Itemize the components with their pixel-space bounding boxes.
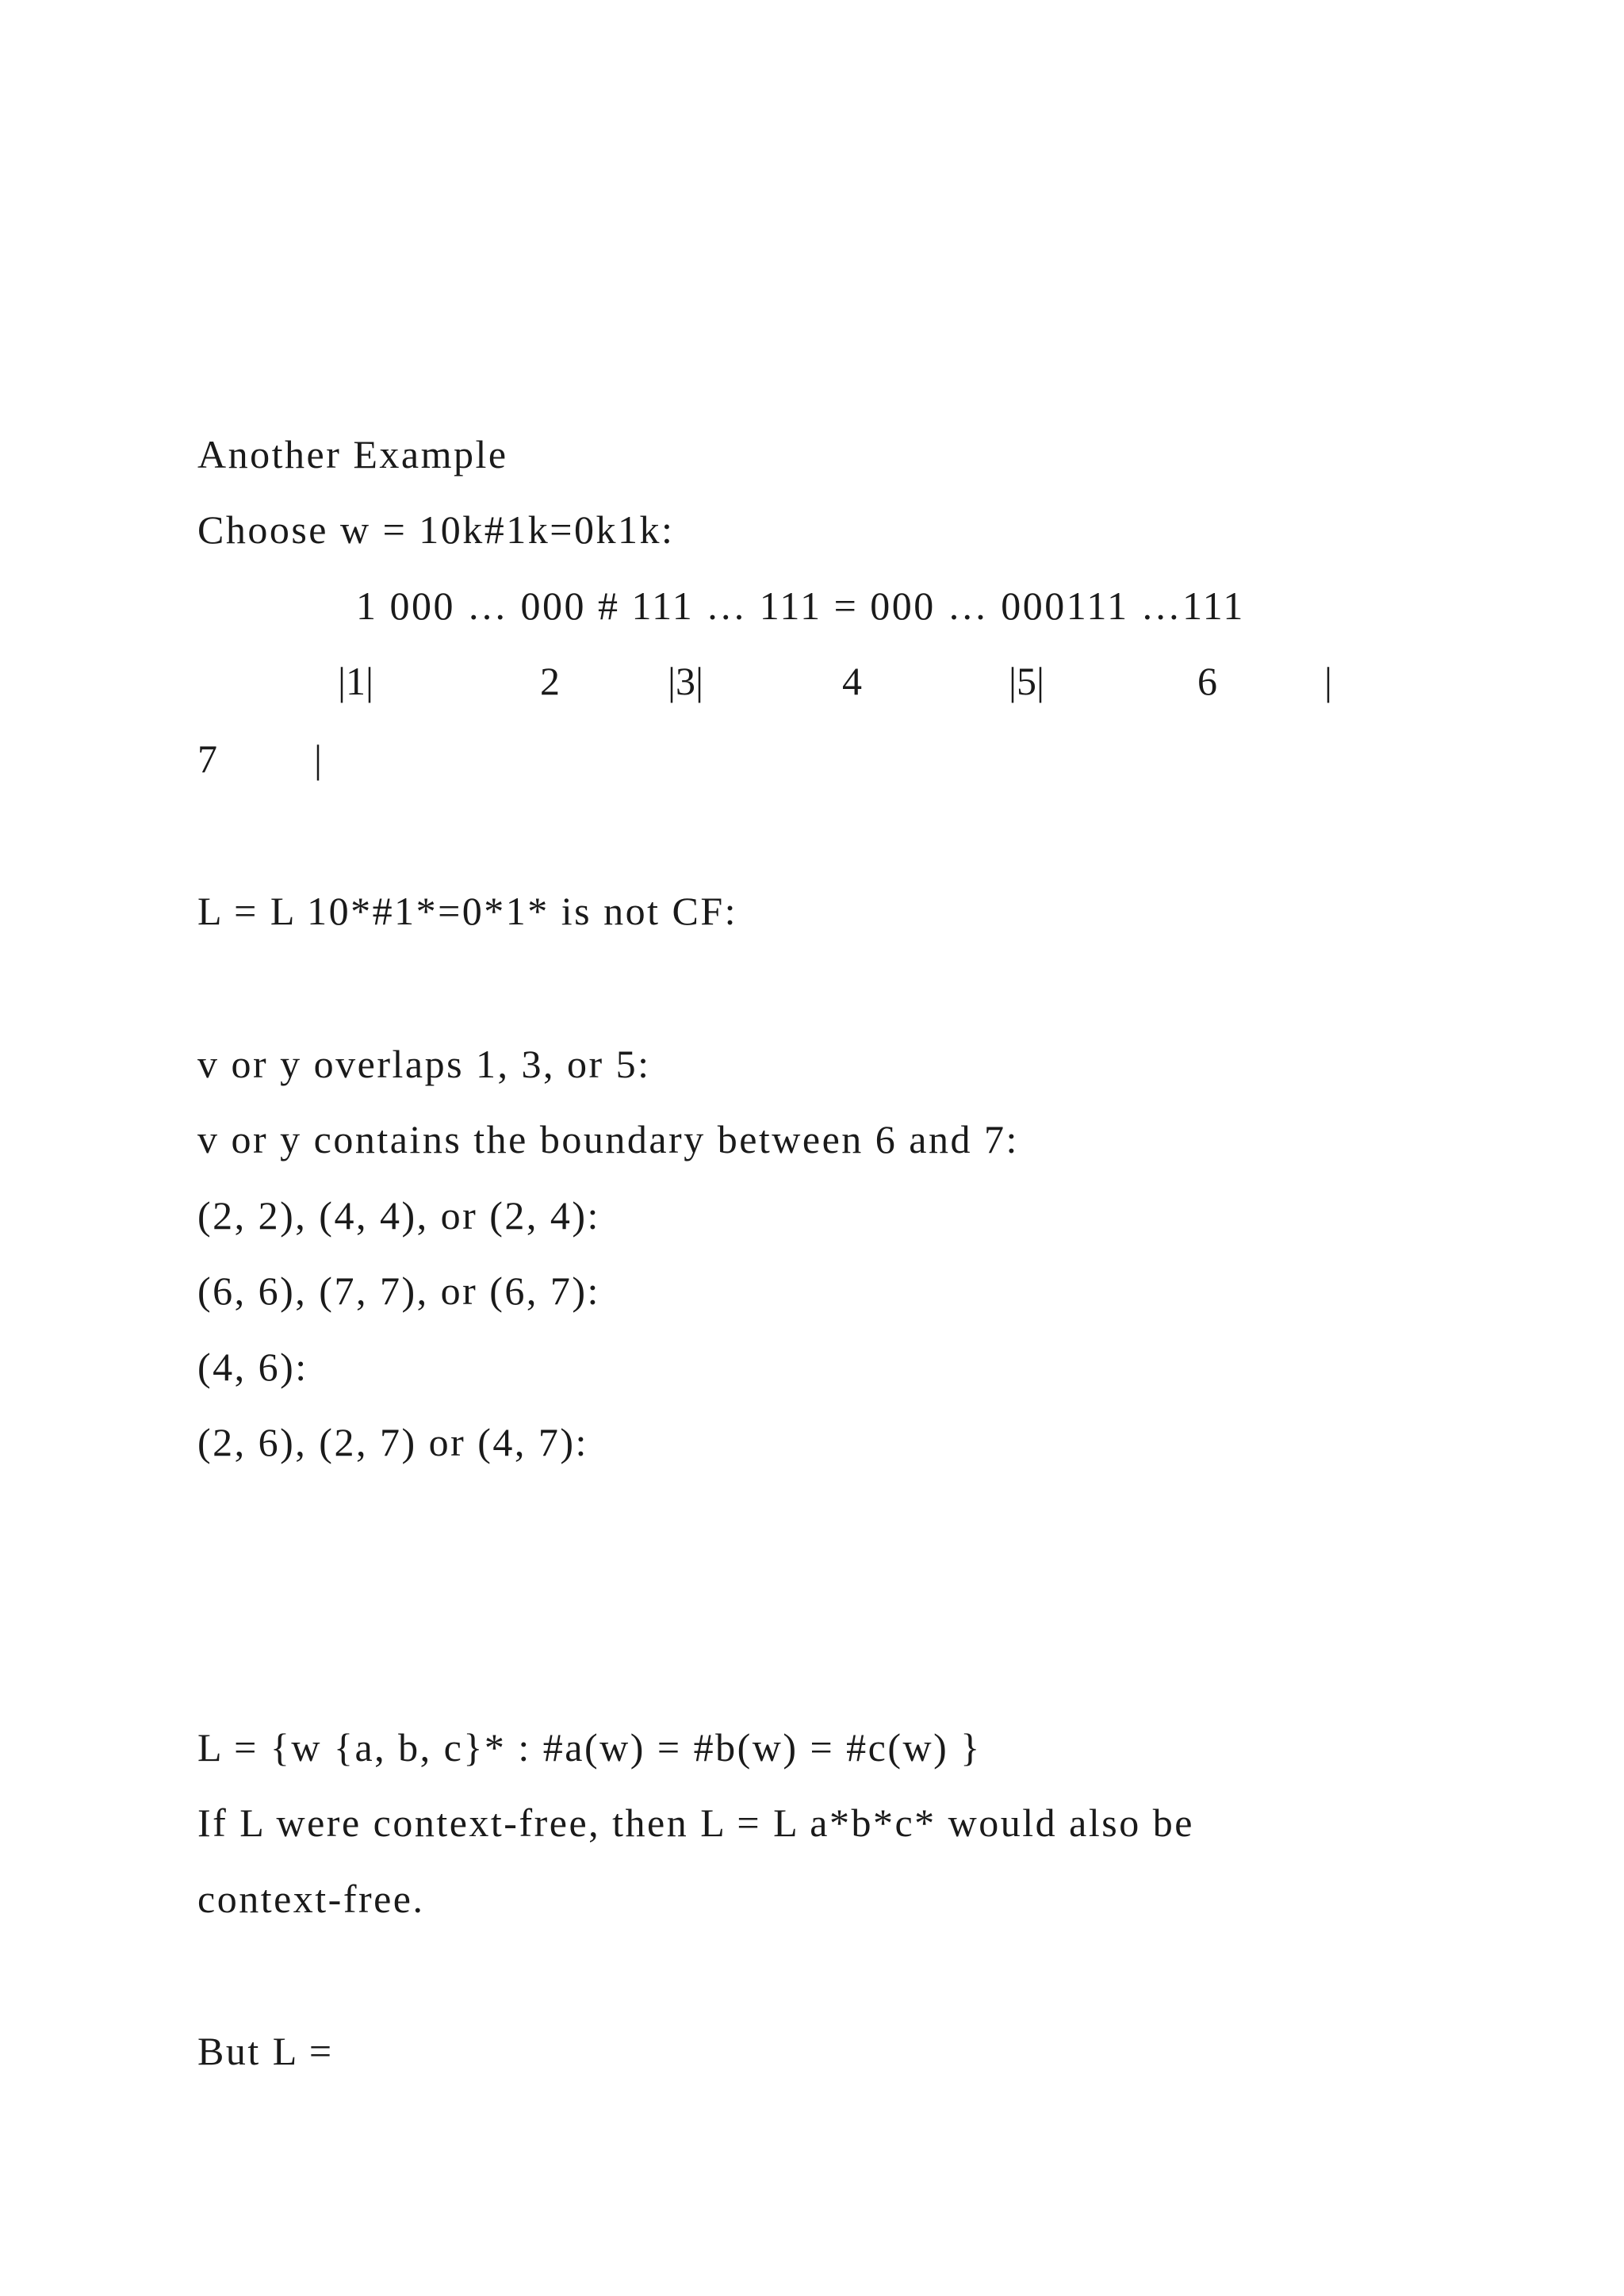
case-item: (6, 6), (7, 7), or (6, 7): — [197, 1269, 600, 1313]
context-free-line-1: If L were context-free, then L = L a*b*c* would also be — [197, 1800, 1194, 1845]
segment-marker-end: | — [1324, 659, 1333, 703]
case-item: v or y overlaps 1, 3, or 5: — [197, 1042, 651, 1086]
choose-w-line: Choose w = 10k#1k=0k1k: — [197, 507, 675, 552]
segment-marker-7: 7 — [197, 737, 217, 781]
case-item: (2, 2), (4, 4), or (2, 4): — [197, 1193, 600, 1238]
segment-marker-4: 4 — [842, 659, 862, 703]
segment-marker-2: 2 — [540, 659, 560, 703]
segment-marker-1: |1| — [338, 659, 374, 703]
case-item: (2, 6), (2, 7) or (4, 7): — [197, 1420, 588, 1464]
case-item: v or y contains the boundary between 6 and 7: — [197, 1117, 1019, 1161]
but-line: But L = — [197, 2029, 334, 2073]
segment-marker-5: |5| — [1009, 659, 1045, 703]
segment-marker-3: |3| — [668, 659, 704, 703]
section-title: Another Example — [197, 432, 508, 476]
case-item: (4, 6): — [197, 1345, 308, 1389]
context-free-line-2: context-free. — [197, 1877, 425, 1921]
segment-marker-6: 6 — [1197, 659, 1217, 703]
segment-marker-7-end: | — [314, 737, 323, 781]
intersection-line: L = L 10*#1*=0*1* is not CF: — [197, 889, 738, 933]
string-w-line: 1 000 … 000 # 111 … 111 = 000 … 000111 …111 — [356, 584, 1245, 628]
language-definition: L = {w {a, b, c}* : #a(w) = #b(w) = #c(w) } — [197, 1725, 982, 1770]
